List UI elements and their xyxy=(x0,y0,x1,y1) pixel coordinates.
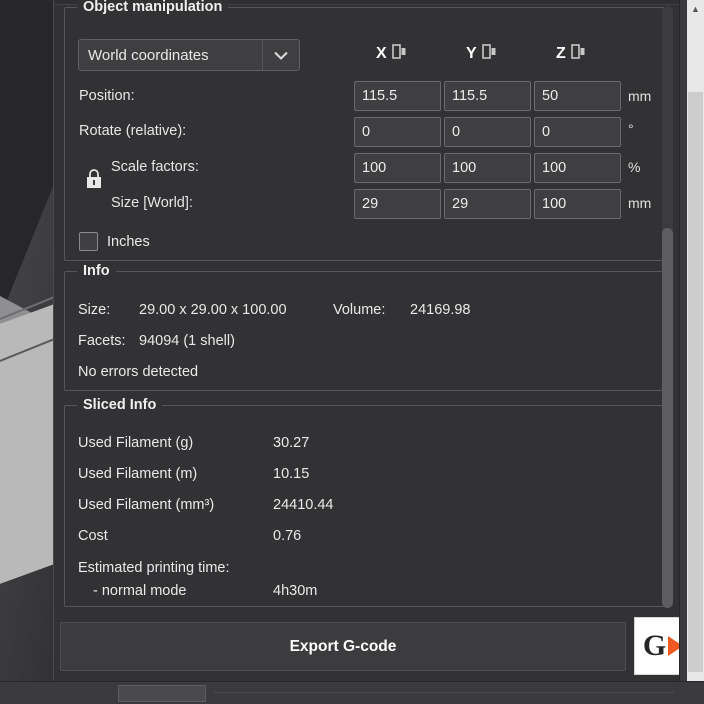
position-y-input[interactable]: 115.5 xyxy=(444,81,531,111)
position-z-input[interactable]: 50 xyxy=(534,81,621,111)
size-x-input[interactable]: 29 xyxy=(354,189,441,219)
scale-z-input[interactable]: 100 xyxy=(534,153,621,183)
uniform-scale-padlock-icon[interactable] xyxy=(85,168,103,190)
scale-unit: % xyxy=(628,159,641,175)
rotate-x-input[interactable]: 0 xyxy=(354,117,441,147)
size-z-input[interactable]: 100 xyxy=(534,189,621,219)
window-scrollbar-thumb[interactable] xyxy=(688,92,703,672)
axis-lock-icon[interactable] xyxy=(571,44,585,64)
info-volume-value: 24169.98 xyxy=(410,302,471,318)
sliced-info-title: Sliced Info xyxy=(77,397,162,413)
position-unit: mm xyxy=(628,88,652,104)
panel-scrollbar-thumb[interactable] xyxy=(662,228,673,608)
object-manipulation-title: Object manipulation xyxy=(77,0,228,15)
axis-label-z: Z xyxy=(556,45,566,62)
info-facets-label: Facets: xyxy=(78,333,126,349)
inches-checkbox[interactable] xyxy=(79,232,150,251)
status-bar xyxy=(0,681,704,704)
status-bar-chip[interactable] xyxy=(118,685,206,702)
sliced-row-label: Cost xyxy=(78,528,108,544)
info-errors: No errors detected xyxy=(78,364,199,380)
coordinate-system-select[interactable] xyxy=(78,39,300,71)
inches-checkbox-label: Inches xyxy=(107,233,150,250)
info-size-value: 29.00 x 29.00 x 100.00 xyxy=(139,302,287,318)
estimated-time-mode-value: 4h30m xyxy=(273,583,318,599)
row-label-scale: Scale factors: xyxy=(111,159,199,175)
estimated-time-mode-label: - normal mode xyxy=(93,583,187,599)
axis-lock-icon[interactable] xyxy=(392,44,406,64)
sliced-info-group xyxy=(64,397,666,607)
axis-header-x xyxy=(376,44,406,64)
sliced-row-label: Used Filament (m) xyxy=(78,466,198,482)
settings-panel xyxy=(53,0,682,696)
sliced-row-label: Used Filament (g) xyxy=(78,435,194,451)
axis-header-y xyxy=(466,44,496,64)
scroll-up-arrow-icon[interactable]: ▲ xyxy=(687,0,704,17)
status-bar-divider xyxy=(214,692,674,693)
size-y-input[interactable]: 29 xyxy=(444,189,531,219)
coordinate-system-value: World coordinates xyxy=(88,46,209,64)
info-title: Info xyxy=(77,263,116,279)
axis-label-y: Y xyxy=(466,45,477,62)
sliced-row-value: 10.15 xyxy=(273,466,310,482)
row-label-size: Size [World]: xyxy=(111,195,193,211)
scale-x-input[interactable]: 100 xyxy=(354,153,441,183)
rotate-unit: ° xyxy=(628,121,634,137)
export-gcode-button[interactable]: Export G-code xyxy=(60,622,626,671)
row-label-position: Position: xyxy=(79,88,135,104)
sliced-row-label: Used Filament (mm³) xyxy=(78,497,215,513)
estimated-time-label: Estimated printing time: xyxy=(78,560,230,576)
axis-header-z xyxy=(556,44,585,64)
size-unit: mm xyxy=(628,195,652,211)
axis-lock-icon[interactable] xyxy=(482,44,496,64)
rotate-y-input[interactable]: 0 xyxy=(444,117,531,147)
gcode-badge-letter: G xyxy=(642,629,667,662)
object-manipulation-group xyxy=(64,0,666,261)
sliced-row-value: 24410.44 xyxy=(273,497,334,513)
position-x-input[interactable]: 115.5 xyxy=(354,81,441,111)
sliced-row-value: 30.27 xyxy=(273,435,310,451)
chevron-down-icon[interactable] xyxy=(262,40,299,70)
window-scrollbar-track[interactable] xyxy=(687,0,704,704)
inches-checkbox-box[interactable] xyxy=(79,232,98,251)
row-label-rotate: Rotate (relative): xyxy=(79,123,187,139)
sliced-row-value: 0.76 xyxy=(273,528,302,544)
info-facets-value: 94094 (1 shell) xyxy=(139,333,235,349)
scale-y-input[interactable]: 100 xyxy=(444,153,531,183)
info-volume-label: Volume: xyxy=(333,302,386,318)
axis-label-x: X xyxy=(376,45,387,62)
info-group xyxy=(64,263,666,391)
info-size-label: Size: xyxy=(78,302,111,318)
rotate-z-input[interactable]: 0 xyxy=(534,117,621,147)
